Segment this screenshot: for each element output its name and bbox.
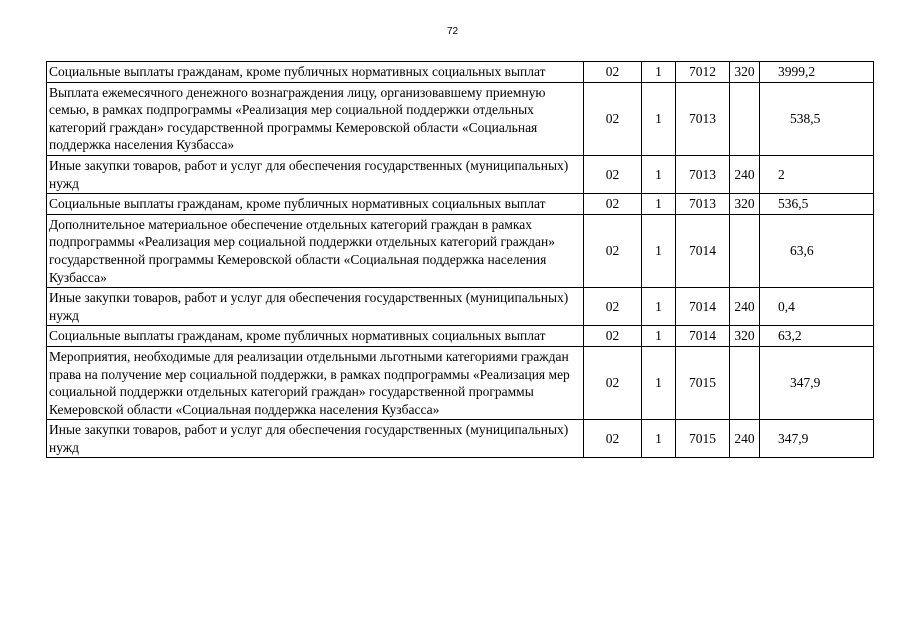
row-amount: 536,5: [760, 194, 874, 215]
row-article-code: 7014: [676, 214, 730, 287]
row-expense-type-code: 240: [730, 420, 760, 458]
table-row: [47, 326, 874, 347]
row-subprogram-code: 1: [642, 420, 676, 458]
row-description: Социальные выплаты гражданам, кроме публичных нормативных социальных выплат: [47, 194, 584, 215]
row-subprogram-code: 1: [642, 194, 676, 215]
row-article-code: 7013: [676, 82, 730, 155]
row-subprogram-code: 1: [642, 62, 676, 83]
row-section-code: 02: [584, 326, 642, 347]
row-article-code: 7014: [676, 288, 730, 326]
row-amount: 2: [760, 155, 874, 193]
row-amount: 538,5: [760, 82, 874, 155]
row-expense-type-code: 320: [730, 62, 760, 83]
row-amount: 3999,2: [760, 62, 874, 83]
row-amount: 347,9: [760, 346, 874, 419]
row-expense-type-code: 240: [730, 288, 760, 326]
row-expense-type-code: [730, 82, 760, 155]
row-description: Социальные выплаты гражданам, кроме публичных нормативных социальных выплат: [47, 326, 584, 347]
table-row: [47, 155, 874, 193]
row-section-code: 02: [584, 214, 642, 287]
row-article-code: 7014: [676, 326, 730, 347]
row-description: Дополнительное материальное обеспечение отдельных категорий граждан в рамках подпрограммы «Реализация мер социальной поддержки отдельных категорий граждан» государственной программы Кемеровской области «Социальная поддержка населения Кузбасса»: [47, 214, 584, 287]
row-section-code: 02: [584, 82, 642, 155]
table-row: [47, 346, 874, 419]
row-article-code: 7013: [676, 194, 730, 215]
row-section-code: 02: [584, 194, 642, 215]
page-number: 72: [446, 26, 459, 37]
row-expense-type-code: 320: [730, 326, 760, 347]
row-expense-type-code: [730, 346, 760, 419]
row-description: Социальные выплаты гражданам, кроме публичных нормативных социальных выплат: [47, 62, 584, 83]
row-subprogram-code: 1: [642, 214, 676, 287]
row-subprogram-code: 1: [642, 82, 676, 155]
row-subprogram-code: 1: [642, 288, 676, 326]
table-row: [47, 62, 874, 83]
row-expense-type-code: 320: [730, 194, 760, 215]
row-expense-type-code: 240: [730, 155, 760, 193]
budget-table: [46, 61, 874, 458]
table-row: [47, 420, 874, 458]
row-description: Иные закупки товаров, работ и услуг для обеспечения государственных (муниципальных) нужд: [47, 420, 584, 458]
table-row: [47, 82, 874, 155]
table-row: [47, 214, 874, 287]
budget-table-body: [47, 62, 874, 458]
row-amount: 0,4: [760, 288, 874, 326]
table-row: [47, 194, 874, 215]
row-article-code: 7015: [676, 420, 730, 458]
row-amount: 63,2: [760, 326, 874, 347]
row-article-code: 7013: [676, 155, 730, 193]
row-section-code: 02: [584, 155, 642, 193]
row-subprogram-code: 1: [642, 326, 676, 347]
row-article-code: 7012: [676, 62, 730, 83]
row-description: Мероприятия, необходимые для реализации отдельными льготными категориями граждан права на получение мер социальной поддержки, в рамках подпрограммы «Реализация мер социальной поддержки отдельных категорий граждан» государственной программы Кемеровской области «Социальная поддержка населения Кузбасса»: [47, 346, 584, 419]
row-section-code: 02: [584, 288, 642, 326]
row-subprogram-code: 1: [642, 155, 676, 193]
row-amount: 347,9: [760, 420, 874, 458]
table-row: [47, 288, 874, 326]
row-amount: 63,6: [760, 214, 874, 287]
row-expense-type-code: [730, 214, 760, 287]
row-description: Иные закупки товаров, работ и услуг для обеспечения государственных (муниципальных) нужд: [47, 155, 584, 193]
row-description: Иные закупки товаров, работ и услуг для обеспечения государственных (муниципальных) нужд: [47, 288, 584, 326]
row-description: Выплата ежемесячного денежного вознаграждения лицу, организовавшему приемную семью, в рамках подпрограммы «Реализация мер социальной поддержки отдельных категорий граждан» государственной программы Кемеровской области «Социальная поддержка населения Кузбасса»: [47, 82, 584, 155]
row-section-code: 02: [584, 346, 642, 419]
row-section-code: 02: [584, 62, 642, 83]
row-article-code: 7015: [676, 346, 730, 419]
row-section-code: 02: [584, 420, 642, 458]
row-subprogram-code: 1: [642, 346, 676, 419]
